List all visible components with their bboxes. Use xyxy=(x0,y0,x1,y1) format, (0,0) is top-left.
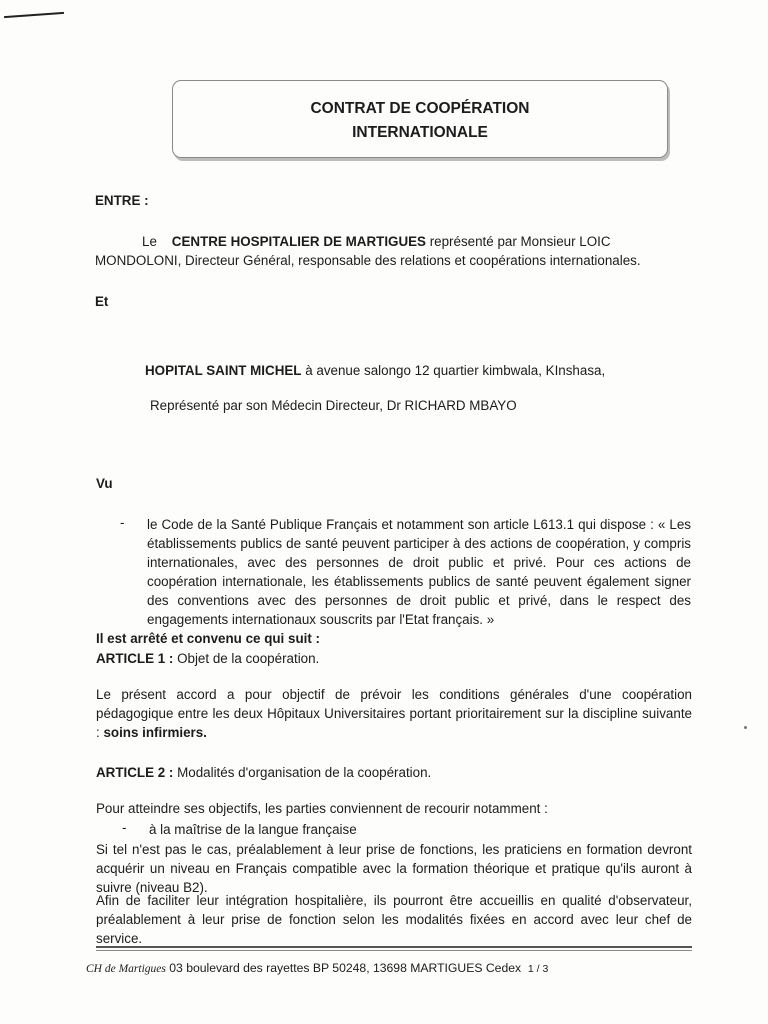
article1-body xyxy=(96,685,692,742)
title-box xyxy=(172,80,668,158)
footer-page-number: 1 / 3 xyxy=(527,963,549,975)
et-label: Et xyxy=(95,294,109,309)
party2-name: HOPITAL SAINT MICHEL xyxy=(145,363,302,378)
party1-le: Le xyxy=(142,234,157,249)
article1-body-bold: soins infirmiers. xyxy=(103,725,207,740)
vu-bullet-dash: - xyxy=(120,515,125,530)
title-line-1: CONTRAT DE COOPÉRATION xyxy=(310,100,530,117)
article1-title: Objet de la coopération. xyxy=(173,651,320,666)
article2-item1: à la maîtrise de la langue française xyxy=(149,822,357,837)
article1-body-text: Le présent accord a pour objectif de prévoir les conditions générales d'une coopération pédagogique entre les deux Hôpitaux Universitaires portant prioritairement sur la discipline suivante : xyxy=(96,687,692,740)
article1-heading xyxy=(96,649,319,668)
footer xyxy=(86,961,548,975)
party1-line1 xyxy=(142,232,611,251)
article2-title: Modalités d'organisation de la coopération. xyxy=(173,765,432,780)
party1-name: CENTRE HOSPITALIER DE MARTIGUES xyxy=(171,234,426,249)
decision-line: Il est arrêté et convenu ce qui suit : xyxy=(96,631,320,646)
article2-intro: Pour atteindre ses objectifs, les parties conviennent de recourir notamment : xyxy=(96,801,548,816)
party2-address: à avenue salongo 12 quartier kimbwala, KInshasa, xyxy=(301,363,606,378)
footer-rule-thin xyxy=(96,950,692,951)
article2-bullet-dash: - xyxy=(122,820,127,835)
title-line-2: INTERNATIONALE xyxy=(352,124,488,141)
article1-label: ARTICLE 1 : xyxy=(96,651,174,666)
footer-address: 03 boulevard des rayettes BP 50248, 13698 MARTIGUES Cedex xyxy=(165,961,522,975)
vu-label: Vu xyxy=(96,476,113,491)
party1-line2: MONDOLONI, Directeur Général, responsable des relations et coopérations internationales. xyxy=(95,253,641,268)
scan-speck xyxy=(744,726,747,729)
party2-representative: Représenté par son Médecin Directeur, Dr RICHARD MBAYO xyxy=(150,398,517,413)
footer-org: CH de Martigues xyxy=(86,963,166,975)
scan-mark xyxy=(4,12,64,18)
footer-rule xyxy=(96,946,692,948)
entre-label: ENTRE : xyxy=(95,193,149,208)
party1-rest: représenté par Monsieur LOIC xyxy=(425,234,611,249)
article2-para2: Afin de faciliter leur intégration hospitalière, ils pourront être accueillis en qualité d'observateur, préalablement à leur prise de fonction selon les modalités fixées en accord avec leur chef de service. xyxy=(96,893,692,946)
vu-item-text: le Code de la Santé Publique Français et notamment son article L613.1 qui dispose : « Les établissements publics de santé peuvent participer à des actions de coopération, y compris internationales, avec des personnes de droit public et privé. Pour ces actions de coopération internationale, les établissements publics de santé peuvent également signer des conventions avec des personnes de droit public et privé, dans le respect des engagements internationaux souscrits par l'Etat français. » xyxy=(147,517,691,627)
article2-label: ARTICLE 2 : xyxy=(96,765,174,780)
article2-heading xyxy=(96,763,431,782)
party2-line1 xyxy=(145,361,605,380)
article2-para1: Si tel n'est pas le cas, préalablement à leur prise de fonctions, les praticiens en formation devront acquérir un niveau en Français compatible avec la formation théorique et pratique qu'ils auront à suivre (niveau B2). xyxy=(96,842,692,895)
